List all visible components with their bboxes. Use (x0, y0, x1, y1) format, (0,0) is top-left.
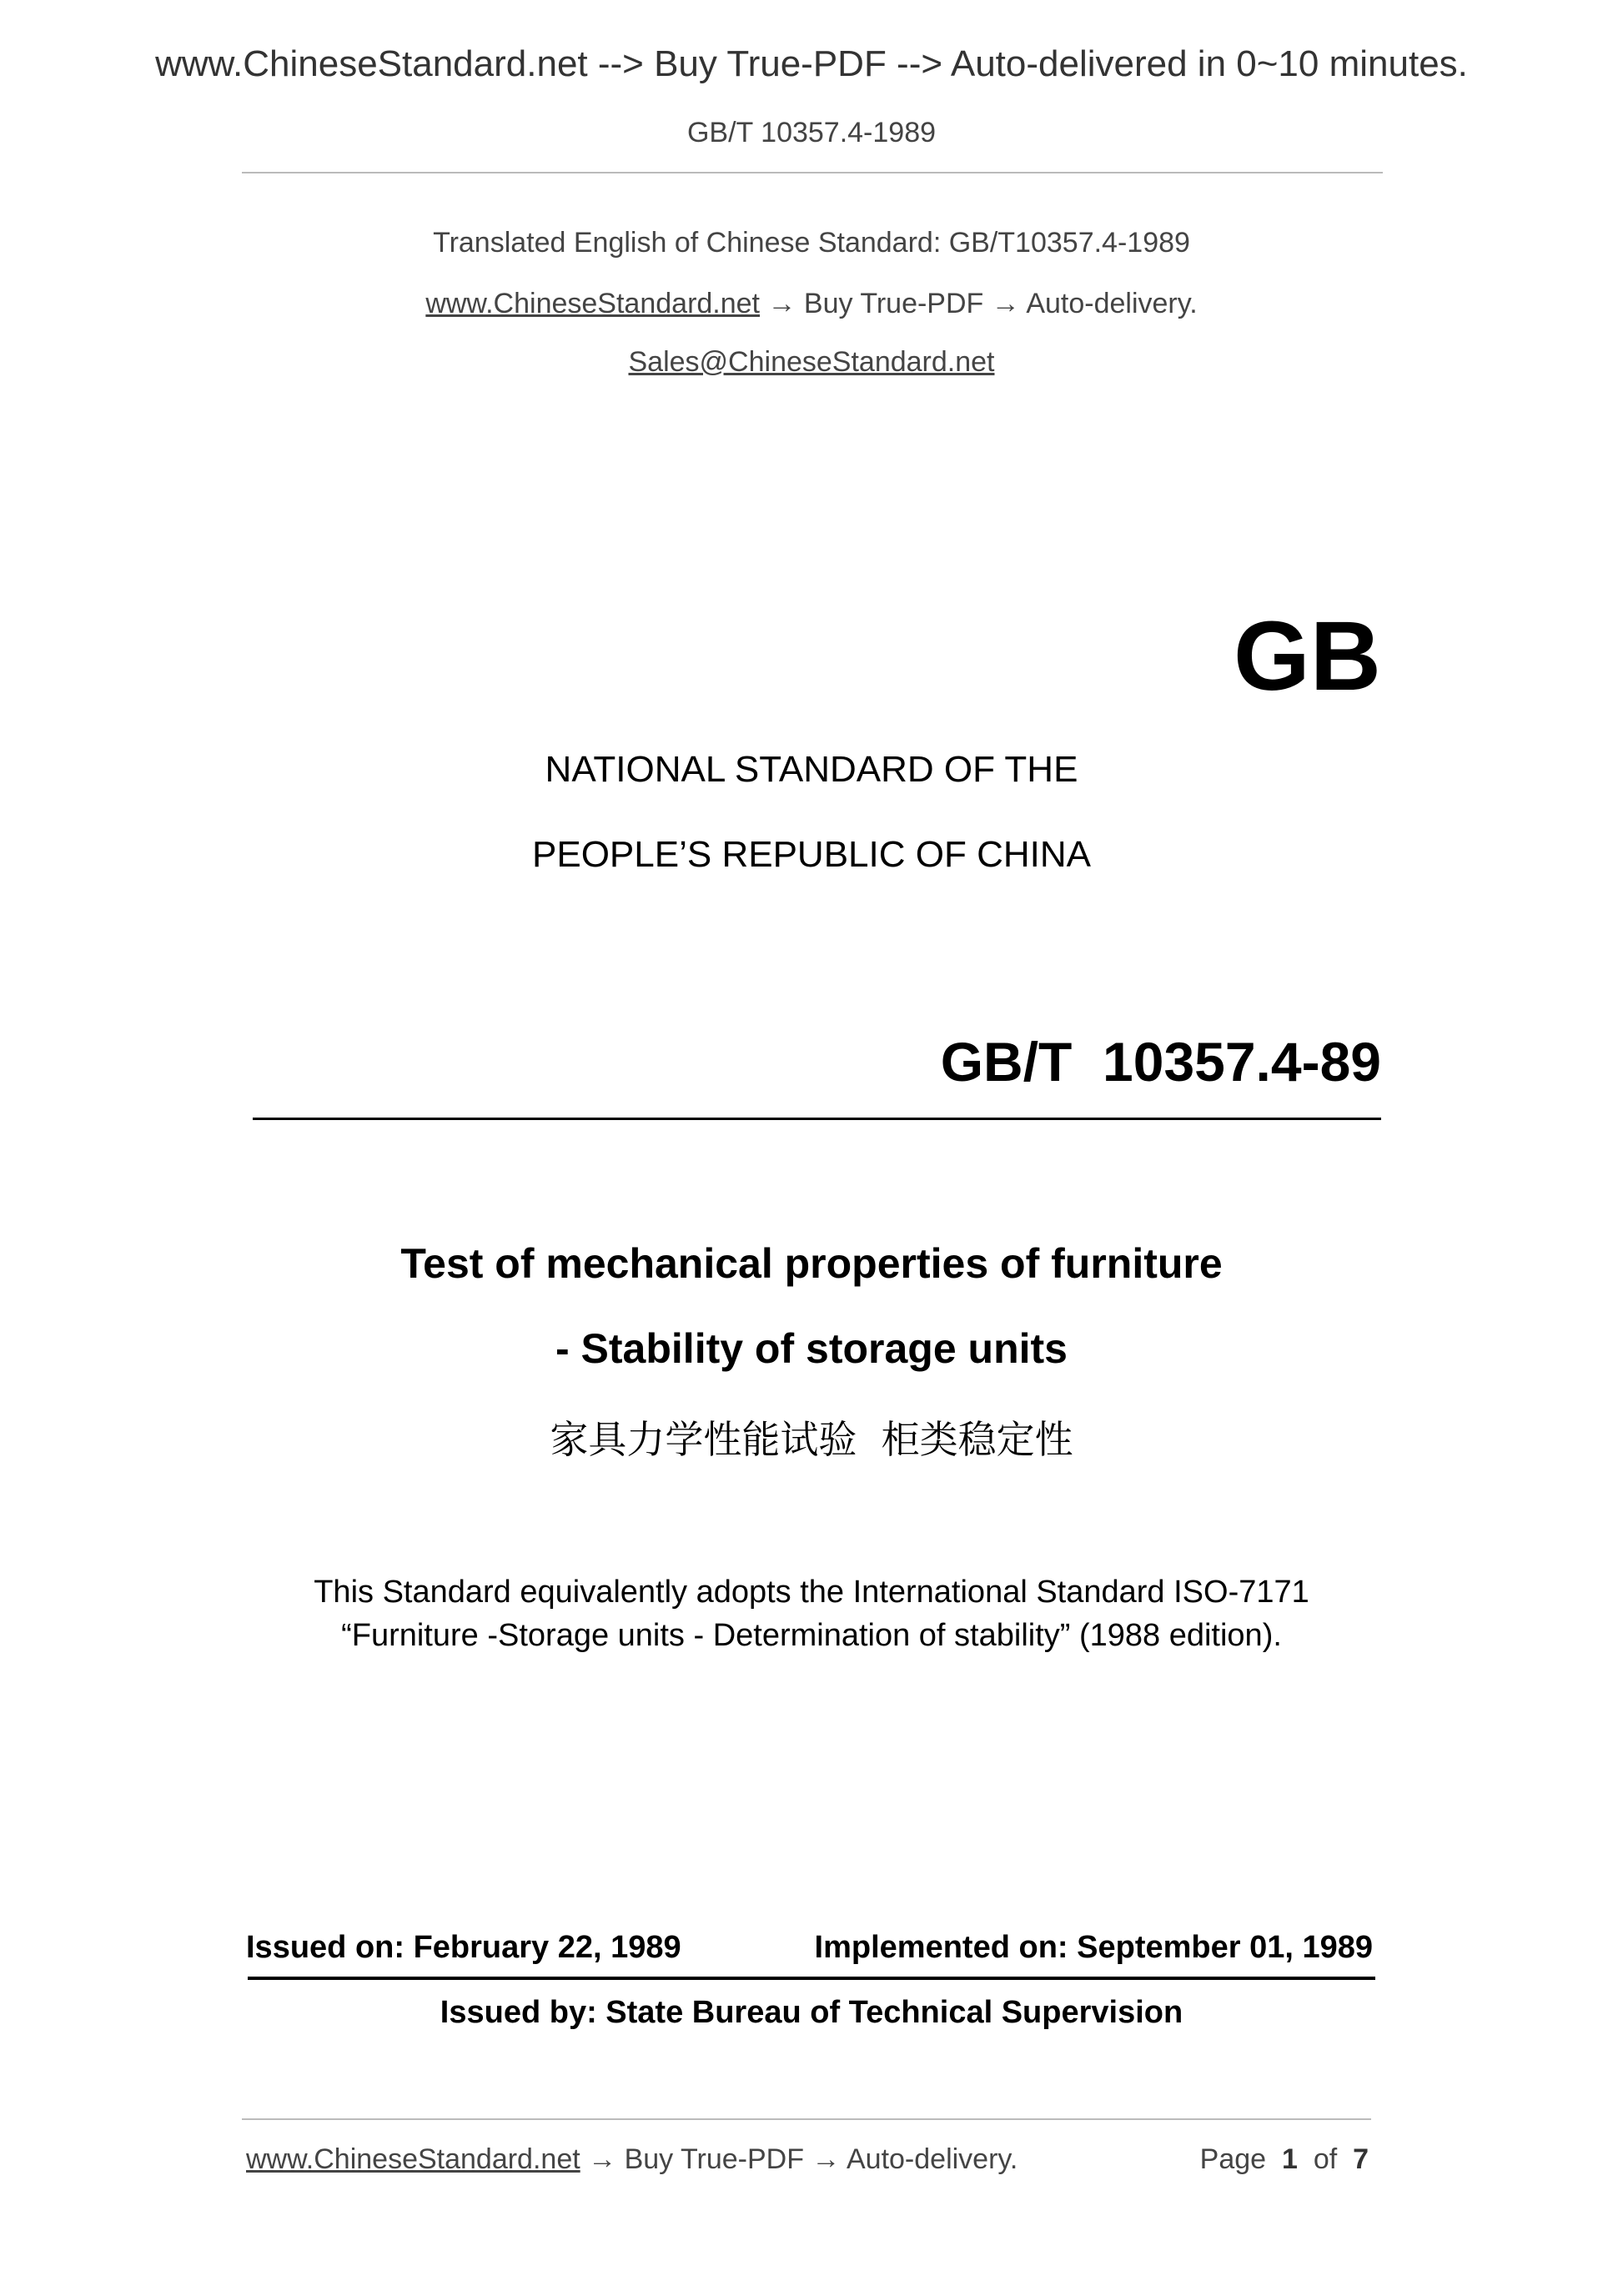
standard-code-divider (253, 1118, 1381, 1120)
header-divider (242, 172, 1383, 173)
issued-by: Issued by: State Bureau of Technical Supervision (440, 1995, 1183, 2030)
email-line (0, 346, 1623, 379)
page-label: Page (1199, 2143, 1267, 2175)
footer-site-link[interactable]: www.ChineseStandard.net (246, 2143, 580, 2175)
footer-divider (242, 2118, 1371, 2120)
page-of: of (1313, 2143, 1338, 2175)
footer-purchase-line (246, 2143, 1018, 2176)
title-line-1: Test of mechanical properties of furniture (400, 1240, 1223, 1287)
page-indicator (1200, 2143, 1369, 2176)
top-banner: www.ChineseStandard.net --> Buy True-PDF --> Auto-delivered in 0~10 minutes. (155, 43, 1468, 84)
adoption-note-line-2: “Furniture -Storage units - Determination of stability” (1988 edition). (341, 1618, 1282, 1653)
adoption-note-line-1: This Standard equivalently adopts the International Standard ISO-7171 (314, 1575, 1309, 1610)
issued-on-date: Issued on: February 22, 1989 (246, 1930, 681, 1965)
issue-divider (248, 1977, 1375, 1980)
email-link[interactable]: Sales@ChineseStandard.net (628, 346, 995, 378)
implemented-on-date: Implemented on: September 01, 1989 (814, 1930, 1373, 1965)
translated-note: Translated English of Chinese Standard: GB/T10357.4-1989 (433, 227, 1190, 259)
footer-purchase-suffix: → Buy True-PDF → Auto-delivery. (580, 2143, 1018, 2175)
gb-mark: GB (1234, 601, 1381, 711)
title-line-2: - Stability of storage units (555, 1325, 1068, 1372)
site-link[interactable]: www.ChineseStandard.net (425, 288, 761, 319)
purchase-line (0, 288, 1623, 320)
national-standard-line-2: PEOPLE’S REPUBLIC OF CHINA (532, 834, 1091, 875)
page-current: 1 (1281, 2143, 1298, 2175)
purchase-suffix: → Buy True-PDF → Auto-delivery. (760, 288, 1198, 319)
page-total: 7 (1353, 2143, 1369, 2175)
title-chinese: 家具力学性能试验 柜类稳定性 (550, 1417, 1073, 1462)
national-standard-line-1: NATIONAL STANDARD OF THE (545, 749, 1078, 790)
header-standard-code: GB/T 10357.4-1989 (686, 117, 937, 148)
standard-code: GB/T 10357.4-89 (940, 1031, 1381, 1093)
